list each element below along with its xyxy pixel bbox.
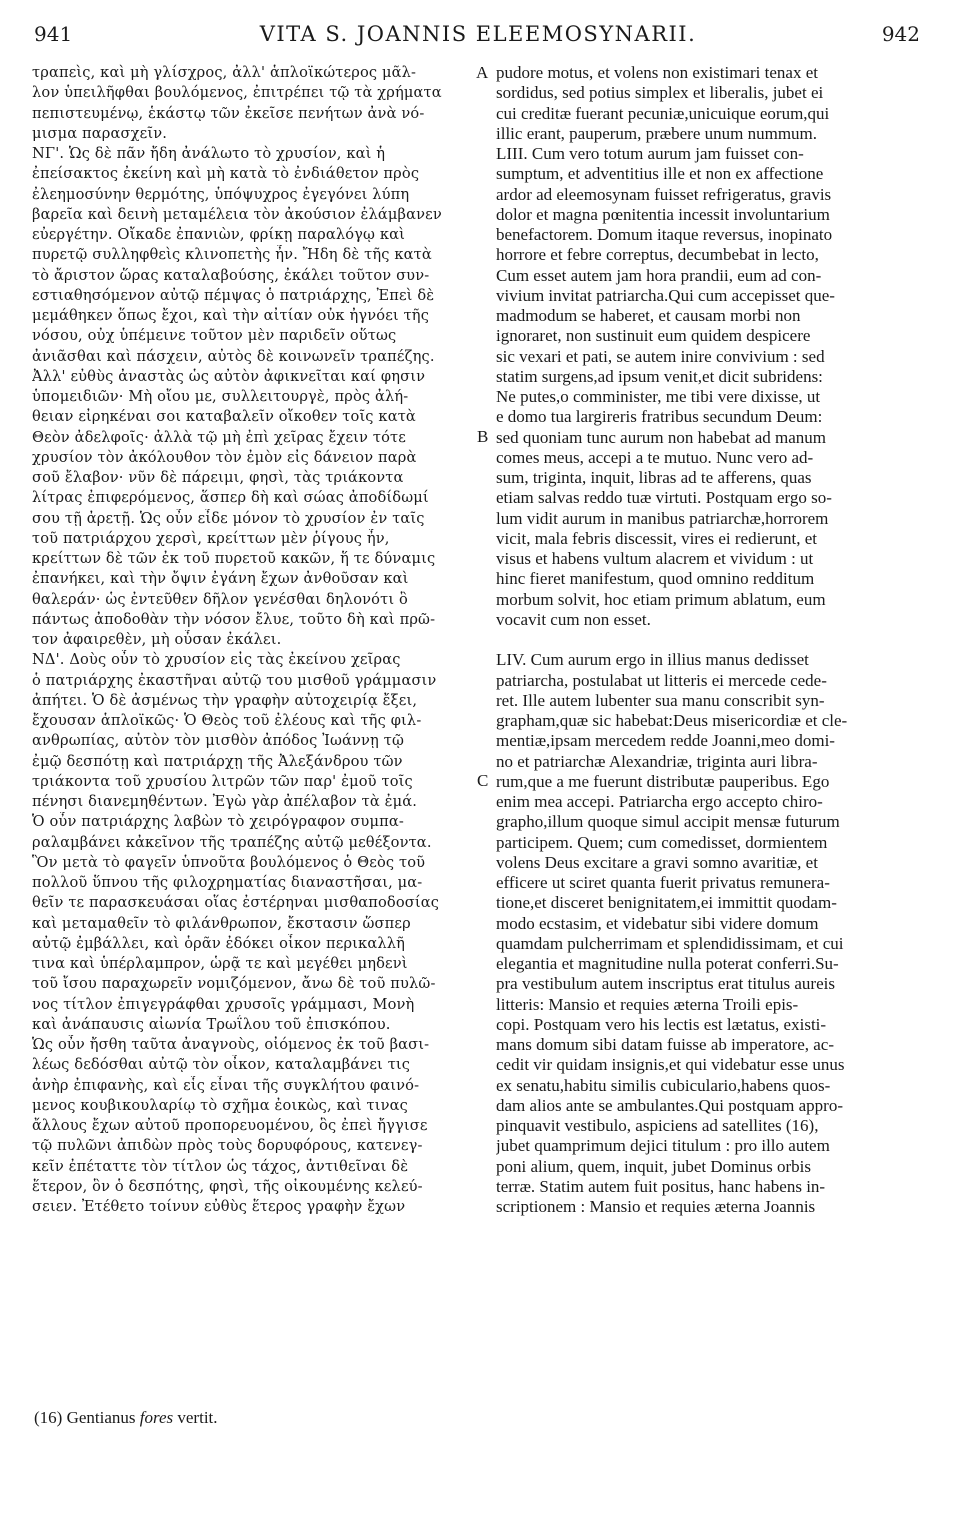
greek-text-line: ανθρωπίας, αὐτὸν τὸν μισθὸν ἀπόδος Ἰωάννῃ τῷ	[32, 732, 405, 750]
latin-column	[496, 63, 922, 1217]
latin-text-line: mentiæ,ipsam mercedem redde Joanni,meo domi-	[496, 731, 835, 751]
greek-text-line: Θεὸν ἀδελφοῖς· ἀλλὰ τῷ μὴ ἐπὶ χεῖρας ἔχειν τότε	[32, 428, 406, 446]
margin-letter-b: B	[477, 427, 489, 446]
page-number-left: 941	[34, 22, 73, 46]
page-header	[30, 22, 926, 56]
latin-text-line: pudore motus, et volens non existimari tenax et	[496, 63, 818, 82]
latin-text-line: poni alium, quem, inquit, jubet Dominus orbis	[496, 1156, 811, 1176]
latin-text-line: Cum esset autem jam hora prandii, eum ad con-	[496, 265, 822, 285]
greek-text-line: βαρεῖα καὶ δεινὴ μεταμέλεια τὸν ἀκούσιον ἐλάμβανεν	[32, 205, 442, 223]
latin-text-line: no et patriarchæ Alexandriæ, triginta auri libra-	[496, 751, 818, 771]
latin-text-line: LIV. Cum aurum ergo in illius manus dedisset	[496, 650, 809, 670]
latin-text-line: etiam salvas reddo tuæ virtuti. Postquam ergo so-	[496, 488, 832, 508]
latin-text-line: participem. Quem; cum comedisset, dormientem	[496, 832, 828, 852]
greek-text-line: εὐεργέτην. Οἴκαδε ἐπανιὼν, φρίκῃ παραλόγῳ καὶ	[32, 226, 406, 243]
greek-text-line: νος τίτλον ἐπιγεγράφθαι χρυσοῖς γράμμασι, Μονὴ	[32, 995, 415, 1013]
greek-text-line: ἀνὴρ ἐπιφανὴς, καὶ εἷς εἶναι τῆς συγκλήτου φαινό-	[32, 1076, 420, 1094]
latin-text-line: enim mea accepi. Patriarcha ergo accepto chiro-	[496, 792, 823, 811]
greek-text-line: ὁ πατριάρχης ἐκαστῆναι αὐτῷ του μισθοῦ γράμμασιν	[32, 671, 437, 689]
latin-text-line: vicit, mala febris discessit, vires ei redierunt, et	[496, 528, 818, 548]
greek-text-line: ἕτερον, ὃν ὁ δεσπότης, φησὶ, τῆς οἰκουμένης κελεύ-	[32, 1177, 423, 1195]
footnote	[34, 1408, 218, 1428]
greek-text-line: τριάκοντα τοῦ χρυσίου λιτρῶν τῶν παρ' ἐμοῦ τοῖς	[32, 772, 413, 790]
greek-column	[32, 63, 474, 1217]
greek-text-line: ἀνιᾶσθαι καὶ πάσχειν, αὐτὸς δὲ κοινωνεῖν τραπέζης.	[32, 347, 435, 365]
greek-text-line: πάντως ἀποδοθὰν τὴν νόσον ἔλυε, τοῦτο δὴ καὶ πρῶ-	[32, 610, 436, 628]
latin-text-line: Ne putes,o comminister, me tibi vere dixisse, ut	[496, 387, 821, 406]
page-number-right: 942	[881, 22, 920, 46]
greek-text-line: καὶ μεταμαθεῖν τὸ φιλάνθρωπον, ἔκστασιν ὥσπερ	[32, 914, 411, 932]
latin-text-line: ex senatu,habitu similis cubiculario,habens quos-	[496, 1075, 831, 1095]
latin-text-line: modo ecstasim, et videbatur sibi videre domum	[496, 913, 819, 933]
latin-text-line: terræ. Statim autem fuit positus, hanc habens in-	[496, 1176, 826, 1196]
greek-text-line: μενος κουβικουλαρίῳ τὸ σχῆμα ἐοικὼς, καὶ τινας	[32, 1096, 408, 1114]
greek-text-line: αὐτῷ ἐμβάλλει, καὶ ὁρᾶν ἐδόκει οἶκον περικαλλῆ	[32, 934, 406, 952]
latin-text-line: jubet quamprimum dejici titulum : pro illo autem	[496, 1136, 830, 1156]
greek-text-line: λέως δεδόσθαι αὐτῷ τὸν οἶκον, καταλαμβάνει τις	[32, 1056, 411, 1074]
latin-text-line: hinc fieret manifestum, quod omnino redditum	[496, 569, 815, 589]
latin-text-line: dam alios ante se ambulantes.Qui postquam appro-	[496, 1095, 843, 1115]
greek-text-line: καὶ ἀνάπαυσις αἰωνία Τρωΐλου τοῦ ἐπισκόπου.	[32, 1015, 391, 1033]
greek-text-line: χρυσίον τὸν ἀκόλουθον τὸν ἐμὸν εἰς δάνειον παρὰ	[32, 448, 417, 466]
greek-text-line: τινα καὶ ὑπέρλαμπρον, ὡρᾷ τε καὶ μεγέθει μηδενὶ	[32, 955, 408, 972]
greek-text-line: ἐμῷ δεσπότῃ καὶ πατριάρχῃ τῆς Ἀλεξάνδρου τῶν	[32, 752, 403, 770]
latin-text-line: grapham,quæ sic habebat:Deus misericordiæ et cle-	[496, 711, 848, 730]
greek-text-line: Ὁ οὖν πατριάρχης λαβὼν τὸ χειρόγραφον συμπα-	[32, 813, 404, 831]
greek-text-line: εστιαθησόμενον αὐτῷ πέμψας ὁ πατριάρχης, Ἐπεὶ δὲ	[32, 286, 435, 304]
latin-text-line: benefactorem. Domum itaque reversus, inopinato	[496, 225, 833, 244]
latin-text-line: e domo tua largireris fratribus secundum Deum:	[496, 407, 823, 427]
greek-text-line: τοῦ ἴσου παραχωρεῖν νομιζόμενον, ἄνω δὲ τοῦ πυλῶ-	[32, 975, 436, 993]
margin-letter-a: A	[476, 63, 489, 82]
greek-text-line: Ὃν μετὰ τὸ φαγεῖν ὑπνοῦτα βουλόμενος ὁ Θεὸς τοῦ	[32, 853, 426, 871]
greek-text-line: πολλοῦ ὕπνου τῆς φιλοχρηματίας διαναστῆσαι, μα-	[32, 874, 423, 891]
greek-text-line: σοῦ ἔλαβον· νῦν δὲ πάρειμι, φησὶ, τὰς τριάκοντα	[32, 469, 404, 486]
latin-text-line: madmodum se haberet, et causam morbi non	[496, 306, 801, 325]
latin-text-line: statim surgens,ad ipsum venit,et dicit subridens:	[496, 366, 823, 386]
latin-text-line: vocavit cum non esset.	[496, 609, 651, 629]
greek-text-line: θειαν εἰρηκέναι σοι καταβαλεῖν οἴκοθεν τοῖς κατὰ	[32, 408, 416, 426]
latin-text-line: rum,que a me fuerunt distributæ pauperibus. Ego	[496, 771, 830, 791]
greek-text-line: λον ὑπειλῆφθαι βουλόμενος, ἐπιτρέπει τῷ τὰ χρήματα	[32, 84, 442, 102]
latin-text-line: cedit vir quidam insignis,et qui videbatur esse unus	[496, 1055, 845, 1075]
greek-text-line: τὸ ἄριστον ὥρας καταλαβούσης, ἐκάλει τοῦτον συν-	[32, 266, 430, 284]
latin-text-line: lum vidit aurum in manibus patriarchæ,horrorem	[496, 508, 829, 528]
latin-text-line: scriptionem : Mansio et requies æterna Joannis	[496, 1197, 816, 1216]
greek-text-line: ἀπήτει. Ὁ δὲ ἀσμένως τὴν γραφὴν αὐτοχειρίᾳ ἔξει,	[32, 691, 418, 709]
latin-text-line: sordidus, sed potius simplex et liberalis, jubet ei	[496, 83, 824, 103]
greek-text-line: θεῖν τε παρασκευάσαι οἵας ἐστέρηναι μισθαποδοσίας	[32, 894, 440, 912]
latin-text-line: sic vexari et pati, se autem inire convivium : sed	[496, 346, 825, 366]
latin-text-line: ardor ad eleemosynam fuisset refrigeratus, gravis	[496, 184, 832, 204]
latin-text-line: ret. Ille autem lubenter sua manu conscribit syn-	[496, 690, 825, 710]
latin-text-line: cui creditæ fuerant pecuniæ,unicuique eorum,qui	[496, 103, 830, 123]
greek-text-line: Ὡς οὖν ἤσθη ταῦτα ἀναγνοὺς, οἰόμενος ἐκ τοῦ βασι-	[32, 1036, 430, 1053]
latin-text-line: litteris: Mansio et requies æterna Troili epis-	[496, 994, 799, 1014]
latin-text-line: tione,et disceret benignitatem,ei immittit quodam-	[496, 893, 837, 913]
greek-text-line: πεπιστευμένῳ, ἑκάστῳ τῶν ἐκεῖσε πενήτων ἀνὰ νό-	[32, 104, 425, 122]
greek-text-line: ἄλλους ἔχων αὐτοῦ προπορευομένου, ὃς ἐπεὶ ἤγγισε	[32, 1117, 428, 1134]
footnote-italic: fores	[139, 1408, 174, 1427]
latin-text-line: sum, triginta, inquit, libras ad te afferens, quas	[496, 468, 812, 487]
greek-text-line: ὑπομειδιῶν· Μὴ οἴου με, συλλειτουργὲ, πρὸς ἀλή-	[32, 388, 409, 405]
greek-text-line: σου τῇ ἀρετῇ. Ὡς οὖν εἶδε μόνον τὸ χρυσίον ἐν ταῖς	[32, 509, 425, 527]
latin-text-line: pinquavit vestibulo, aspiciens ad satellites (16),	[496, 1116, 819, 1135]
margin-letter-c: C	[477, 771, 489, 790]
greek-text-line: Ἀλλ' εὐθὺς ἀναστὰς ὡς αὐτὸν ἀφικνεῖται καί φησιν	[32, 367, 426, 385]
latin-text-line: mans domum sibi datam fuisse ab imperatore, ac-	[496, 1035, 835, 1054]
greek-text-line: κεῖν ἐπέταττε τὸν τίτλον ὡς τάχος, ἀντιθεῖναι δὲ	[32, 1157, 409, 1175]
greek-text-line: ραλαμβάνει κἀκεῖνον τῆς τραπέζης αὐτῷ μεθέξοντα.	[32, 833, 432, 851]
latin-text-line: sumptum, et adventitius ille et non ex affectione	[496, 164, 824, 184]
greek-text-line: τοῦ πατριάρχου χερσὶ, κρείττων μὲν ῥίγους ἦν,	[32, 529, 390, 547]
latin-text-line: visus et habens vultum alacrem et vividum : ut	[496, 549, 814, 568]
greek-text-line: κρείττων δὲ τῶν ἐκ τοῦ πυρετοῦ κακῶν, ἥ τε δύναμις	[32, 550, 436, 567]
latin-text-line: comes meus, accepi a te mutuo. Nunc vero ad-	[496, 447, 814, 467]
greek-text-line: θαλεράν· ὡς ἐντεῦθεν δῆλον γενέσθαι δηλονότι ὃ	[32, 590, 408, 608]
latin-text-line: horrore et febre correptus, decumbebat in lecto,	[496, 245, 819, 265]
greek-text-line: μεμάθηκεν ὅπως ἔχοι, καὶ τὴν αἰτίαν οὐκ ἠγνόει τῆς	[32, 307, 430, 324]
latin-text-line: copi. Postquam vero his lectis est lætatus, existi-	[496, 1014, 827, 1034]
greek-text-line: πυρετῷ συλληφθεὶς κλινοπετὴς ἦν. Ἤδη δὲ τῆς κατὰ	[32, 246, 432, 264]
latin-text-line: illic erant, pauperum, præbere unum nummum.	[496, 123, 818, 143]
greek-text-line: τῷ πυλῶνι ἀπιδὼν πρὸς τοὺς δορυφόρους, κατενεγ-	[32, 1137, 423, 1155]
latin-text-line: LIII. Cum vero totum aurum jam fuisset con-	[496, 144, 804, 163]
greek-text-line: ἐπείσακτος ἐκείνη καὶ μὴ κατὰ τὸ ἐνδιάθετον πρὸς	[32, 165, 420, 183]
latin-text-line	[496, 630, 922, 650]
latin-text-line: elegantia et magnitudine nulla poterat conferri.Su-	[496, 954, 839, 973]
greek-text-line: τραπεὶς, καὶ μὴ γλίσχρος, ἀλλ' ἁπλοϊκώτερος μᾶλ-	[32, 64, 417, 81]
greek-text-line: σειεν. Ἐτέθετο τοίνυν εὐθὺς ἕτερος γραφὴν ἔχων	[32, 1198, 406, 1215]
latin-text-line: quamdam pulcherrimam et splendidissimam, et cui	[496, 933, 844, 953]
latin-text-line: dolor et magna pœnitentia incessit involuntarium	[496, 204, 830, 224]
latin-text-line: sed quoniam tunc aurum non habebat ad manum	[496, 427, 826, 447]
latin-text-line: grapho,illum quoque simul accipit mensæ futurum	[496, 812, 840, 832]
latin-text-line: volens Deus excitare a gravi somno avaritiæ, et	[496, 852, 818, 872]
greek-text-line: τον ἀφαιρεθὲν, μὴ οὖσαν ἐκάλει.	[32, 631, 282, 648]
greek-text-line: ἐπανήκει, καὶ τὴν ὄψιν ἐγάνη ἔχων ἀνθοῦσαν καὶ	[32, 570, 409, 588]
latin-text-line: efficere ut sciret quanta fuerit privatus remunera-	[496, 873, 830, 892]
running-title: VITA S. JOANNIS ELEEMOSYNARII.	[259, 22, 697, 46]
footnote-text-end: vertit.	[173, 1408, 218, 1427]
footnote-text: (16) Gentianus	[34, 1408, 140, 1427]
greek-text-line: λίτρας ἐπιφερόμενος, ἅσπερ δὴ καὶ σώας ἀποδίδωμί	[32, 489, 429, 507]
latin-text-line: vivium invitat patriarcha.Qui cum accepisset que-	[496, 285, 835, 305]
latin-text-line: pra vestibulum autem inscriptus erat titulus aureis	[496, 974, 835, 994]
latin-text-line: morbum solvit, hoc etiam primum ablatum, eum	[496, 589, 826, 609]
greek-text-line: μισμα παρασχεῖν.	[32, 124, 168, 142]
greek-text-line: νόσου, οὐχ ὑπέμεινε τοῦτον μὲν παριδεῖν οὕτως	[32, 327, 397, 345]
greek-text-line: ἔχουσαν ἁπλοϊκῶς· Ὁ Θεὸς τοῦ ἐλέους καὶ τῆς φιλ-	[32, 712, 422, 729]
greek-text-line: ΝΓ'. Ὡς δὲ πᾶν ἤδη ἀνάλωτο τὸ χρυσίον, καὶ ἡ	[32, 145, 386, 162]
greek-text-line: ἐλεημοσύνην θερμότης, ὑπόψυχρος ἐγεγόνει λύπη	[32, 185, 410, 203]
latin-text-line: ignoraret, non sustinuit eum quidem despicere	[496, 326, 811, 346]
latin-text-line: patriarcha, postulabat ut litteris ei mercede cede-	[496, 670, 827, 690]
greek-text-line: πένησι διανεμηθέντων. Ἐγὼ γὰρ ἀπέλαβον τὰ ἐμά.	[32, 793, 418, 810]
greek-text-line: ΝΔ'. Δοὺς οὖν τὸ χρυσίον εἰς τὰς ἐκείνου χεῖρας	[32, 651, 401, 669]
